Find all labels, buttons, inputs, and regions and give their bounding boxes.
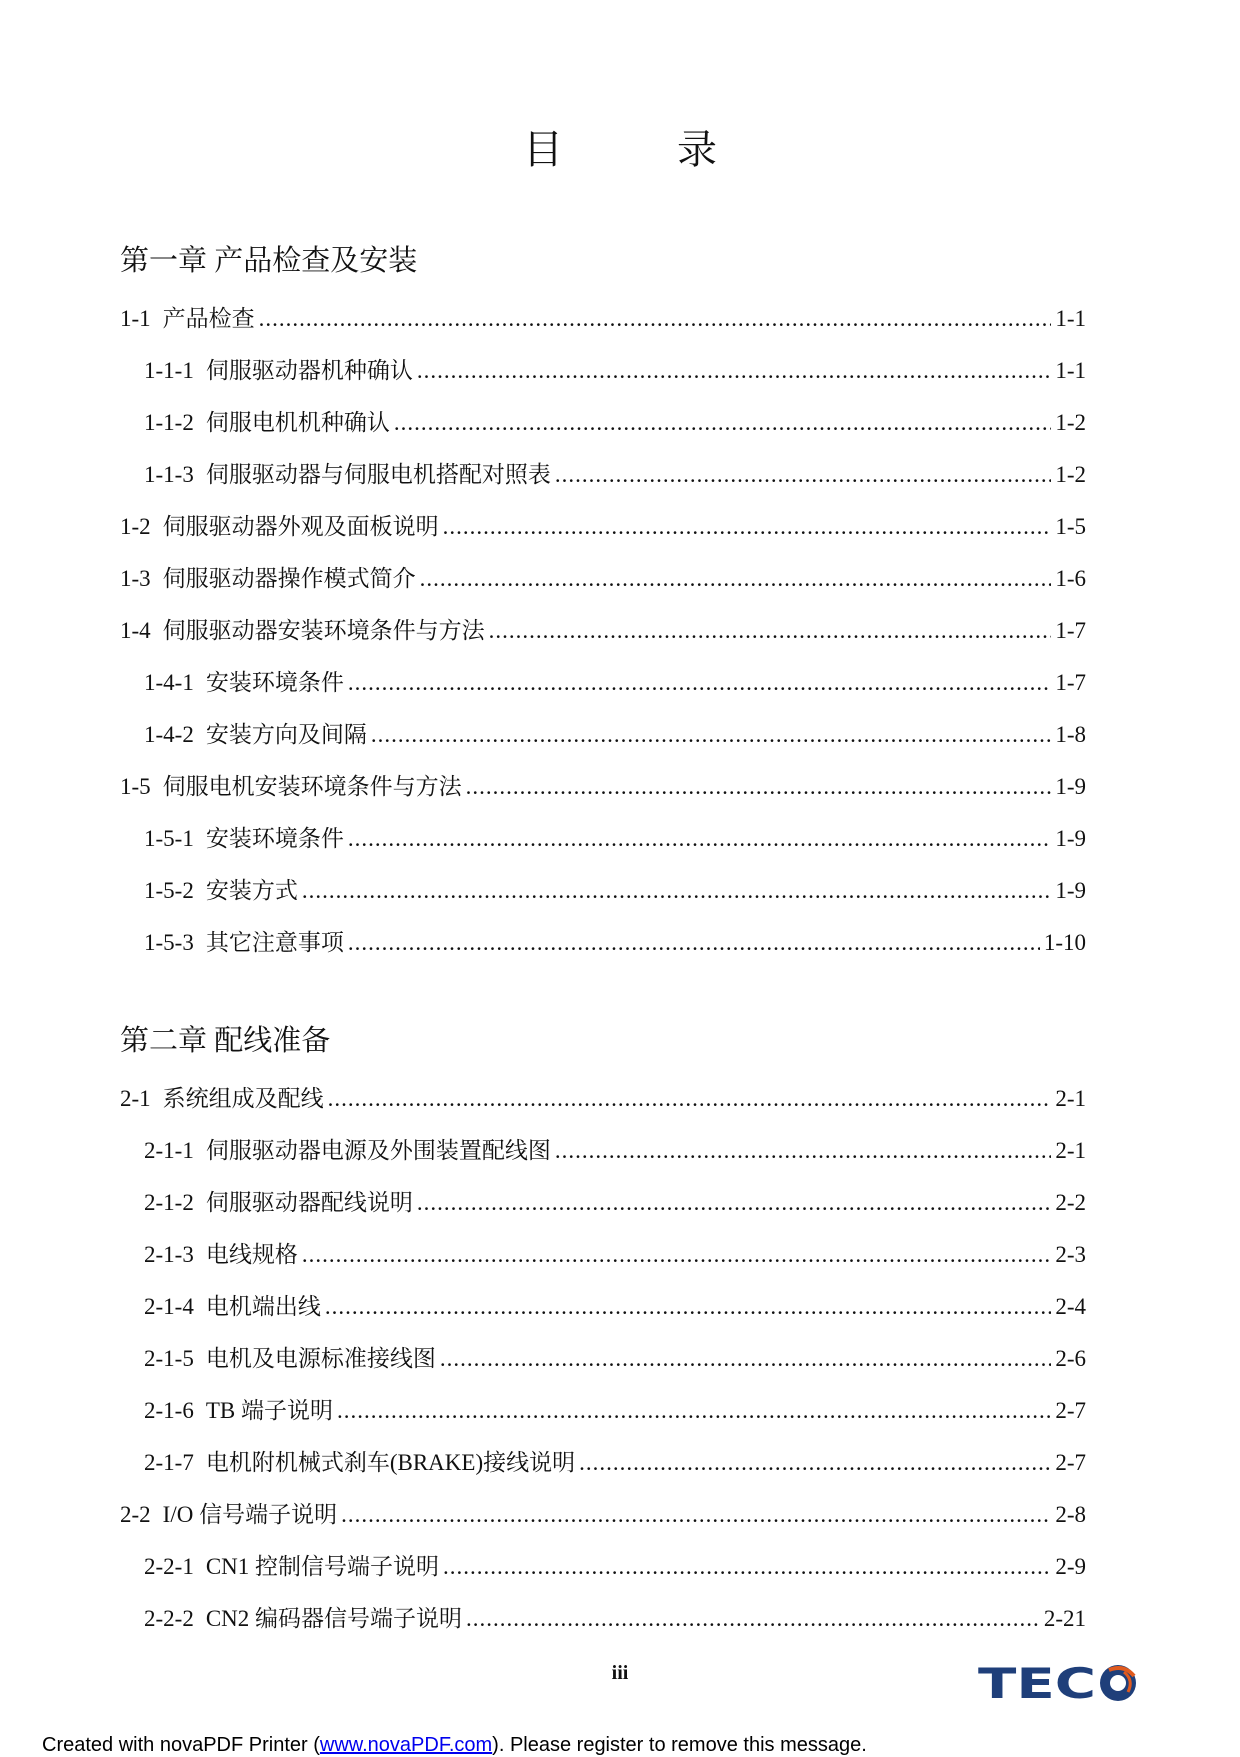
entry-title: 伺服电机安装环境条件与方法 (162, 774, 462, 799)
entry-page: 2-7 (1055, 1450, 1086, 1475)
entry-title: 伺服驱动器操作模式简介 (162, 566, 416, 591)
entry-page: 2-6 (1055, 1346, 1086, 1371)
chapter-heading: 第一章 产品检查及安装 (120, 245, 418, 277)
entry-page: 1-9 (1055, 774, 1086, 799)
toc-entry[interactable] (144, 872, 1086, 902)
entry-page: 2-1 (1055, 1086, 1086, 1111)
entry-title: 安装方式 (205, 878, 298, 903)
entry-number: 2-1-6 (144, 1398, 194, 1423)
toc-entry[interactable] (144, 404, 1086, 434)
toc-entry[interactable] (120, 768, 1086, 798)
dot-leader (341, 1502, 1051, 1528)
dot-leader (348, 930, 1040, 956)
entry-title: 电机附机械式刹车(BRAKE)接线说明 (205, 1450, 576, 1475)
toc-entry[interactable] (144, 456, 1086, 486)
entry-title: 电线规格 (205, 1242, 298, 1267)
toc-entry[interactable] (144, 1288, 1086, 1318)
entry-number: 2-1-4 (144, 1294, 194, 1319)
toc-entry[interactable] (120, 508, 1086, 538)
entry-title: 电机端出线 (205, 1294, 321, 1319)
entry-number: 1-4-2 (144, 722, 194, 747)
dot-leader (302, 878, 1052, 904)
entry-number: 1-1-3 (144, 462, 194, 487)
toc-entry[interactable] (144, 924, 1086, 954)
toc-entry[interactable] (144, 716, 1086, 746)
footer-prefix: Created with novaPDF Printer ( (42, 1734, 320, 1756)
logo-text: TEC (978, 1660, 1096, 1704)
toc-entry[interactable] (144, 352, 1086, 382)
entry-title: 安装方向及间隔 (205, 722, 367, 747)
toc-entry[interactable] (120, 560, 1086, 590)
entry-title: 电机及电源标准接线图 (205, 1346, 436, 1371)
dot-leader (440, 1346, 1052, 1372)
toc-title (0, 118, 1240, 175)
title-char-2: 录 (677, 127, 717, 172)
entry-title: 伺服驱动器电源及外围装置配线图 (205, 1138, 551, 1163)
dot-leader (555, 462, 1052, 488)
footer-suffix: ). Please register to remove this message. (492, 1734, 867, 1756)
toc-entry[interactable] (144, 1184, 1086, 1214)
toc-entry[interactable] (120, 612, 1086, 642)
entry-page: 1-1 (1055, 306, 1086, 331)
entry-page: 1-2 (1055, 462, 1086, 487)
entry-number: 2-1-5 (144, 1346, 194, 1371)
entry-number: 1-3 (120, 566, 151, 591)
dot-leader (348, 670, 1052, 696)
toc-entry[interactable] (144, 1236, 1086, 1266)
entry-page: 1-9 (1055, 826, 1086, 851)
entry-page: 1-5 (1055, 514, 1086, 539)
entry-number: 2-1-2 (144, 1190, 194, 1215)
dot-leader (579, 1450, 1051, 1476)
toc-entry[interactable] (144, 820, 1086, 850)
dot-leader (337, 1398, 1051, 1424)
entry-number: 2-1 (120, 1086, 151, 1111)
entry-number: 2-2 (120, 1502, 151, 1527)
entry-page: 1-8 (1055, 722, 1086, 747)
entry-title: 其它注意事项 (205, 930, 344, 955)
entry-number: 1-5-3 (144, 930, 194, 955)
chapter-heading: 第二章 配线准备 (120, 1025, 331, 1057)
page-number: iii (611, 1662, 629, 1684)
toc-entry[interactable] (144, 1340, 1086, 1370)
entry-number: 2-1-7 (144, 1450, 194, 1475)
toc-entry[interactable] (144, 664, 1086, 694)
teco-logo (978, 1660, 1140, 1704)
entry-number: 1-2 (120, 514, 151, 539)
dot-leader (394, 410, 1052, 436)
dot-leader (417, 358, 1052, 384)
dot-leader (420, 566, 1052, 592)
entry-page: 2-21 (1043, 1606, 1086, 1631)
entry-page: 1-9 (1055, 878, 1086, 903)
entry-title: I/O 信号端子说明 (162, 1502, 338, 1527)
entry-title: 伺服驱动器与伺服电机搭配对照表 (205, 462, 551, 487)
toc-entry[interactable] (120, 1080, 1086, 1110)
toc-entry[interactable] (144, 1392, 1086, 1422)
toc-entry[interactable] (120, 1496, 1086, 1526)
entry-number: 1-5 (120, 774, 151, 799)
entry-page: 1-1 (1055, 358, 1086, 383)
entry-number: 2-2-2 (144, 1606, 194, 1631)
dot-leader (466, 1606, 1040, 1632)
dot-leader (443, 1554, 1051, 1580)
entry-page: 2-1 (1055, 1138, 1086, 1163)
dot-leader (348, 826, 1052, 852)
entry-title: 伺服驱动器安装环境条件与方法 (162, 618, 485, 643)
entry-title: 产品检查 (162, 306, 255, 331)
entry-page: 1-7 (1055, 618, 1086, 643)
entry-number: 1-1 (120, 306, 151, 331)
entry-number: 1-1-1 (144, 358, 194, 383)
entry-title: CN1 控制信号端子说明 (205, 1554, 440, 1579)
entry-title: 系统组成及配线 (162, 1086, 324, 1111)
dot-leader (417, 1190, 1052, 1216)
entry-number: 1-5-1 (144, 826, 194, 851)
entry-title: TB 端子说明 (205, 1398, 333, 1423)
entry-title: 伺服驱动器外观及面板说明 (162, 514, 439, 539)
entry-page: 2-3 (1055, 1242, 1086, 1267)
dot-leader (259, 306, 1052, 332)
toc-entry[interactable] (144, 1132, 1086, 1162)
dot-leader (325, 1294, 1052, 1320)
entry-page: 2-2 (1055, 1190, 1086, 1215)
entry-number: 1-4 (120, 618, 151, 643)
entry-page: 2-9 (1055, 1554, 1086, 1579)
entry-number: 1-4-1 (144, 670, 194, 695)
entry-number: 2-1-1 (144, 1138, 194, 1163)
entry-number: 2-1-3 (144, 1242, 194, 1267)
toc-entry[interactable] (144, 1600, 1086, 1630)
entry-page: 1-10 (1043, 930, 1086, 955)
entry-number: 2-2-1 (144, 1554, 194, 1579)
entry-page: 1-2 (1055, 410, 1086, 435)
entry-title: 伺服驱动器配线说明 (205, 1190, 413, 1215)
entry-page: 2-8 (1055, 1502, 1086, 1527)
footer-link[interactable]: www.novaPDF.com (319, 1734, 493, 1756)
pdf-footer-notice (42, 1734, 867, 1757)
title-char-1: 目 (523, 127, 563, 172)
entry-page: 2-4 (1055, 1294, 1086, 1319)
entry-page: 2-7 (1055, 1398, 1086, 1423)
toc-entry[interactable] (144, 1444, 1086, 1474)
entry-title: CN2 编码器信号端子说明 (205, 1606, 463, 1631)
entry-title: 安装环境条件 (205, 826, 344, 851)
toc-entry[interactable] (144, 1548, 1086, 1578)
entry-page: 1-6 (1055, 566, 1086, 591)
entry-title: 伺服驱动器机种确认 (205, 358, 413, 383)
entry-title: 安装环境条件 (205, 670, 344, 695)
entry-title: 伺服电机机种确认 (205, 410, 390, 435)
entry-number: 1-5-2 (144, 878, 194, 903)
toc-entry[interactable] (120, 300, 1086, 330)
entry-number: 1-1-2 (144, 410, 194, 435)
dot-leader (328, 1086, 1052, 1112)
dot-leader (302, 1242, 1052, 1268)
dot-leader (443, 514, 1052, 540)
dot-leader (489, 618, 1052, 644)
dot-leader (555, 1138, 1052, 1164)
dot-leader (371, 722, 1052, 748)
entry-page: 1-7 (1055, 670, 1086, 695)
dot-leader (466, 774, 1052, 800)
